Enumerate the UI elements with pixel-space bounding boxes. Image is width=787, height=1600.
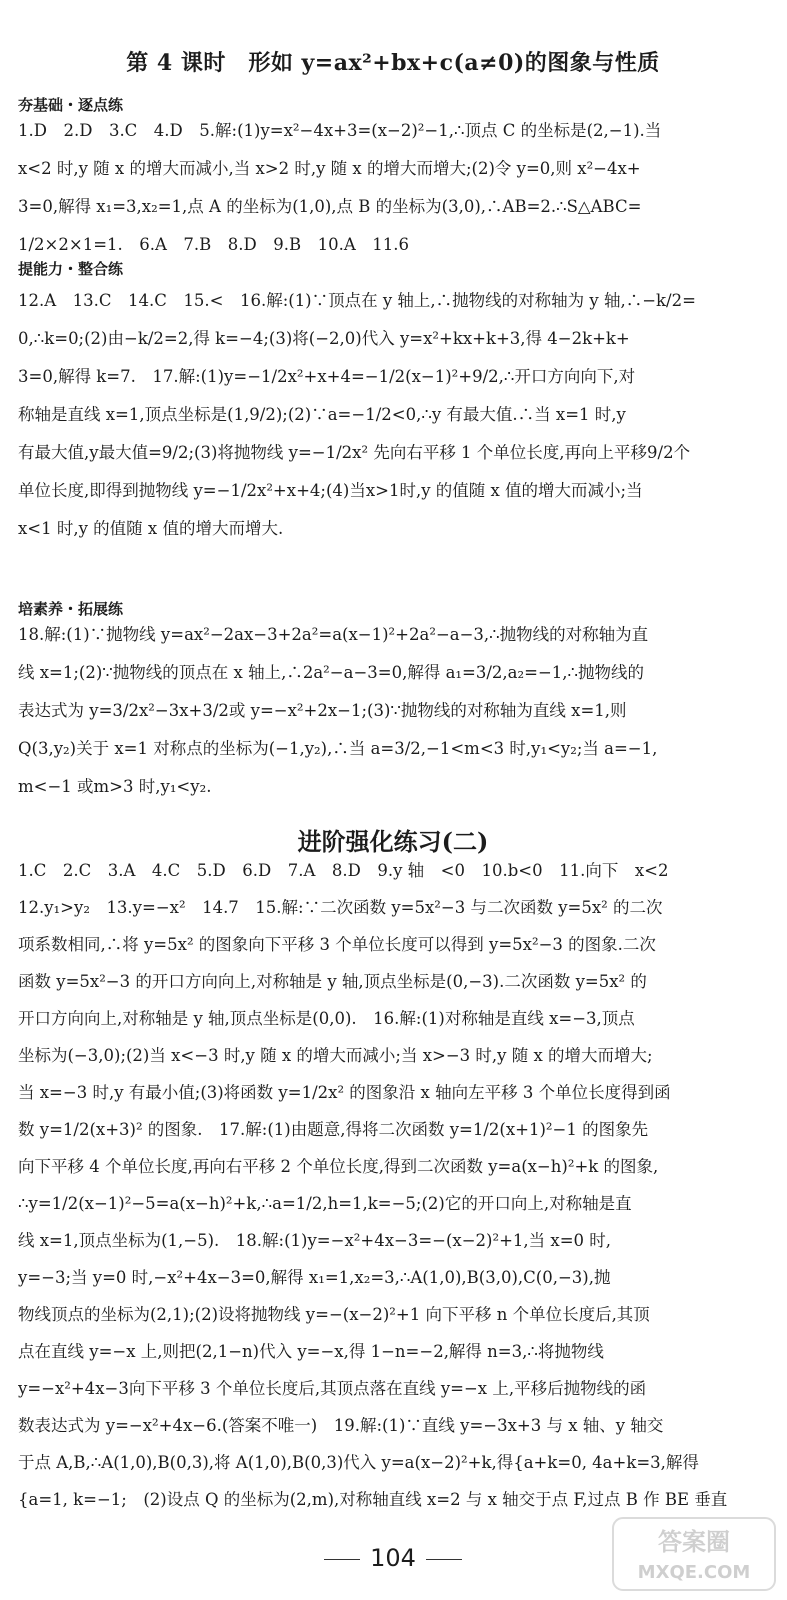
answer-line: 单位长度,即得到抛物线 y=−1/2x²+x+4;(4)当x>1时,y 的值随 x 值的增大而减小;当 <box>18 481 643 500</box>
practice-title: 进阶强化练习(二) <box>297 827 489 856</box>
answer-line: 表达式为 y=3/2x²−3x+3/2或 y=−x²+2x−1;(3)∵抛物线的对称轴为直线 x=1,则 <box>18 701 627 720</box>
answer-line: x<2 时,y 随 x 的增大而减小,当 x>2 时,y 随 x 的增大而增大;(2)令 y=0,则 x²−4x+ <box>18 159 641 178</box>
answer-line: 点在直线 y=−x 上,则把(2,1−n)代入 y=−x,得 1−n=−2,解得 n=3,∴将抛物线 <box>18 1342 604 1361</box>
page-number-dash <box>426 1559 462 1560</box>
answer-line: 物线顶点的坐标为(2,1);(2)设将抛物线 y=−(x−2)²+1 向下平移 n 个单位长度后,其顶 <box>18 1305 650 1324</box>
answer-line: 12.A 13.C 14.C 15.< 16.解:(1)∵顶点在 y 轴上,∴抛物线的对称轴为 y 轴,∴−k/2= <box>18 291 696 310</box>
section-heading-improve: 提能力・整合练 <box>18 260 124 278</box>
answer-line: 12.y₁>y₂ 13.y=−x² 14.7 15.解:∵二次函数 y=5x²−3 与二次函数 y=5x² 的二次 <box>18 898 663 917</box>
watermark-top: 答案圈 <box>658 1528 730 1556</box>
answer-line: y=−x²+4x−3向下平移 3 个单位长度后,其顶点落在直线 y=−x 上,平移后抛物线的函 <box>18 1379 647 1398</box>
answer-line: {a=1, k=−1; (2)设点 Q 的坐标为(2,m),对称轴直线 x=2 与 x 轴交于点 F,过点 B 作 BE 垂直 <box>18 1490 728 1509</box>
section-heading-extend: 培素养・拓展练 <box>18 600 124 618</box>
answer-line: x<1 时,y 的值随 x 值的增大而增大. <box>18 519 284 538</box>
section-extend-answers <box>18 616 768 806</box>
answer-line: 项系数相同,∴将 y=5x² 的图象向下平移 3 个单位长度可以得到 y=5x²−3 的图象.二次 <box>18 935 656 954</box>
answer-line: 当 x=−3 时,y 有最小值;(3)将函数 y=1/2x² 的图象沿 x 轴向左平移 3 个单位长度得到函 <box>18 1083 671 1102</box>
answer-line: 0,∴k=0;(2)由−k/2=2,得 k=−4;(3)将(−2,0)代入 y=x²+kx+k+3,得 4−2k+k+ <box>18 329 630 348</box>
answer-line: 于点 A,B,∴A(1,0),B(0,3),将 A(1,0),B(0,3)代入 y=a(x−2)²+k,得{a+k=0, 4a+k=3,解得 <box>18 1453 699 1472</box>
answer-line: 1/2×2×1=1. 6.A 7.B 8.D 9.B 10.A 11.6 <box>18 235 410 254</box>
answer-line: 有最大值,y最大值=9/2;(3)将抛物线 y=−1/2x² 先向右平移 1 个单位长度,再向上平移9/2个 <box>18 443 691 462</box>
answer-line: 坐标为(−3,0);(2)当 x<−3 时,y 随 x 的增大而减小;当 x>−3 时,y 随 x 的增大而增大; <box>18 1046 653 1065</box>
lesson-title: 第 4 课时 形如 y=ax²+bx+c(a≠0)的图象与性质 <box>126 50 660 76</box>
answer-line: 1.D 2.D 3.C 4.D 5.解:(1)y=x²−4x+3=(x−2)²−1,∴顶点 C 的坐标是(2,−1).当 <box>18 121 662 140</box>
answer-line: 线 x=1;(2)∵抛物线的顶点在 x 轴上,∴2a²−a−3=0,解得 a₁=3/2,a₂=−1,∴抛物线的 <box>18 663 645 682</box>
answer-line: 数表达式为 y=−x²+4x−6.(答案不唯一) 19.解:(1)∵直线 y=−3x+3 与 x 轴、y 轴交 <box>18 1416 664 1435</box>
section-heading-basic: 夯基础・逐点练 <box>18 96 124 114</box>
answer-line: ∴y=1/2(x−1)²−5=a(x−h)²+k,∴a=1/2,h=1,k=−5;(2)它的开口向上,对称轴是直 <box>18 1194 632 1213</box>
answer-line: 向下平移 4 个单位长度,再向右平移 2 个单位长度,得到二次函数 y=a(x−h)²+k 的图象, <box>18 1157 659 1176</box>
answer-line: 3=0,解得 x₁=3,x₂=1,点 A 的坐标为(1,0),点 B 的坐标为(3,0),∴AB=2.∴S△ABC= <box>18 197 642 216</box>
answer-line: 1.C 2.C 3.A 4.C 5.D 6.D 7.A 8.D 9.y 轴 <0 10.b<0 11.向下 x<2 <box>18 861 669 880</box>
section-improve-answers <box>18 282 768 548</box>
answer-line: m<−1 或m>3 时,y₁<y₂. <box>18 777 212 796</box>
practice-answers <box>18 852 768 1518</box>
answer-line: 函数 y=5x²−3 的开口方向向上,对称轴是 y 轴,顶点坐标是(0,−3).二次函数 y=5x² 的 <box>18 972 647 991</box>
answer-line: 线 x=1,顶点坐标为(1,−5). 18.解:(1)y=−x²+4x−3=−(x−2)²+1,当 x=0 时, <box>18 1231 612 1250</box>
answer-line: 开口方向向上,对称轴是 y 轴,顶点坐标是(0,0). 16.解:(1)对称轴是直线 x=−3,顶点 <box>18 1009 635 1028</box>
watermark-bottom: MXQE.COM <box>637 1562 751 1583</box>
page-number-text: 104 <box>370 1544 416 1572</box>
answer-line: y=−3;当 y=0 时,−x²+4x−3=0,解得 x₁=1,x₂=3,∴A(1,0),B(3,0),C(0,−3),抛 <box>18 1268 611 1287</box>
answer-line: 18.解:(1)∵抛物线 y=ax²−2ax−3+2a²=a(x−1)²+2a²−a−3,∴抛物线的对称轴为直 <box>18 625 649 644</box>
watermark-logo <box>609 1514 779 1594</box>
section-basic-answers <box>18 112 768 264</box>
answer-line: 数 y=1/2(x+3)² 的图象. 17.解:(1)由题意,得将二次函数 y=1/2(x+1)²−1 的图象先 <box>18 1120 649 1139</box>
page-number-dash <box>324 1559 360 1560</box>
answer-line: 称轴是直线 x=1,顶点坐标是(1,9/2);(2)∵a=−1/2<0,∴y 有最大值.∴当 x=1 时,y <box>18 405 626 424</box>
answer-line: Q(3,y₂)关于 x=1 对称点的坐标为(−1,y₂),∴当 a=3/2,−1<m<3 时,y₁<y₂;当 a=−1, <box>18 739 658 758</box>
answer-line: 3=0,解得 k=7. 17.解:(1)y=−1/2x²+x+4=−1/2(x−1)²+9/2,∴开口方向向下,对 <box>18 367 636 386</box>
